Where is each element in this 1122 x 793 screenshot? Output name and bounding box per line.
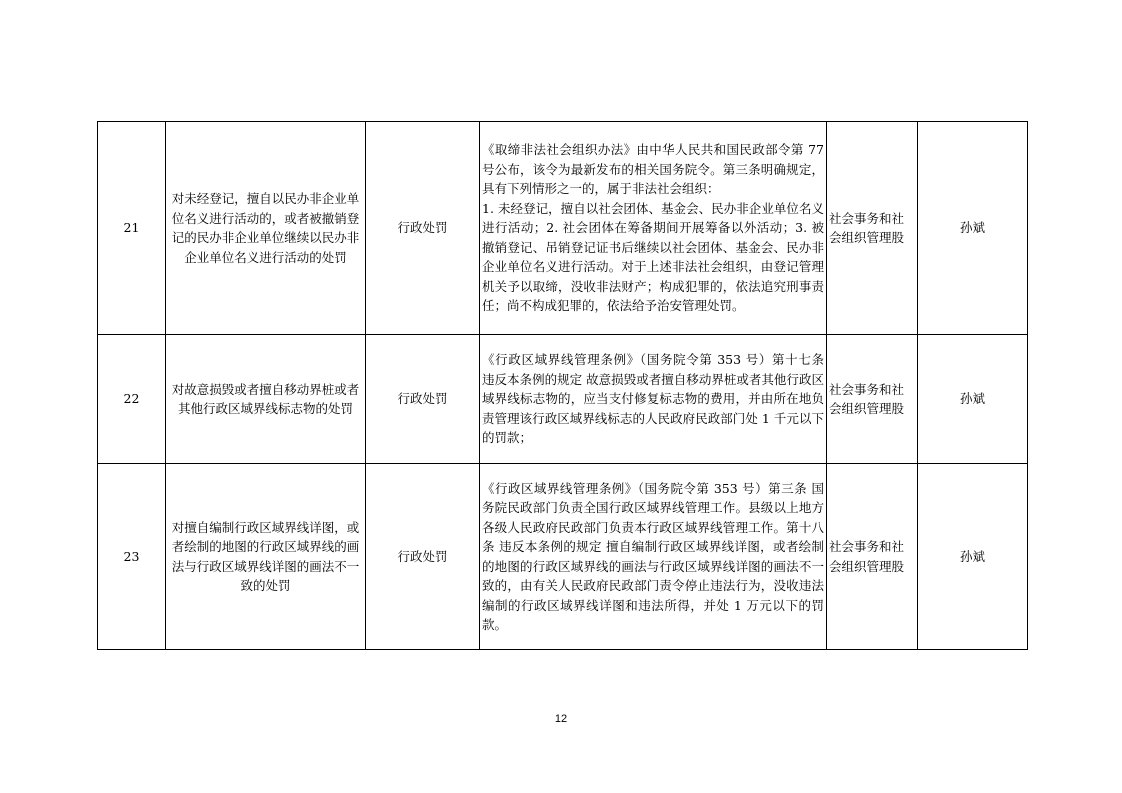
legal-basis-text: 《行政区域界线管理条例》（国务院令第 353 号）第十七条 违反本条例的规定 故意损毁或者擅自移动界桩或者其他行政区域界线标志物的，应当支付修复标志物的费用，并由所在地负责管理该行政区域界线标志的人民政府民政部门处 1 千元以下的罚款； [482, 352, 824, 446]
legal-basis [480, 335, 827, 464]
responsible-department: 社会事务和社会组织管理股 [827, 335, 918, 464]
legal-basis-text: 《行政区域界线管理条例》（国务院令第 353 号）第三条 国务院民政部门负责全国行政区域界线管理工作。县级以上地方各级人民政府民政部门负责本行政区域界线管理工作。第十八条 违反本条例的规定 擅自编制行政区域界线详图，或者绘制的地图的行政区域界线的画法与行政区域界线详图的画法不一致的，由有关人民政府民政部门责令停止违法行为，没收违法编制的行政区域界线详图和违法所得，并处 1 万元以下的罚款。 [482, 480, 824, 632]
responsible-person: 孙斌 [918, 335, 1028, 464]
item-name: 对擅自编制行政区域界线详图，或者绘制的地图的行政区域界线的画法与行政区域界线详图的画法不一致的处罚 [166, 464, 366, 650]
responsible-department: 社会事务和社会组织管理股 [827, 122, 918, 335]
regulation-table [97, 121, 1028, 650]
responsible-person: 孙斌 [918, 122, 1028, 335]
table-row [98, 335, 1028, 464]
item-type: 行政处罚 [366, 464, 480, 650]
row-number: 23 [98, 464, 166, 650]
legal-basis [480, 464, 827, 650]
legal-basis-text: 《取缔非法社会组织办法》由中华人民共和国民政部令第 77 号公布，该令为最新发布的相关国务院令。第三条明确规定，具有下列情形之一的，属于非法社会组织： 1. 未经登记，擅自以社会团体、基金会、民办非企业单位名义进行活动；2. 社会团体在筹备期间开展筹备以外活动；3. 被撤销登记、吊销登记证书后继续以社会团体、基金会、民办非企业单位名义进行活动。对于上述非法社会组织，由登记管理机关予以取缔，没收非法财产；构成犯罪的，依法追究刑事责任；尚不构成犯罪的，依法给予治安管理处罚。 [482, 142, 824, 314]
page-number: 12 [554, 713, 568, 725]
table-row [98, 122, 1028, 335]
table-row [98, 464, 1028, 650]
row-number: 22 [98, 335, 166, 464]
legal-basis [480, 122, 827, 335]
responsible-department: 社会事务和社会组织管理股 [827, 464, 918, 650]
item-name: 对未经登记，擅自以民办非企业单位名义进行活动的，或者被撤销登记的民办非企业单位继续以民办非企业单位名义进行活动的处罚 [166, 122, 366, 335]
item-type: 行政处罚 [366, 122, 480, 335]
row-number: 21 [98, 122, 166, 335]
responsible-person: 孙斌 [918, 464, 1028, 650]
item-name: 对故意损毁或者擅自移动界桩或者其他行政区域界线标志物的处罚 [166, 335, 366, 464]
item-type: 行政处罚 [366, 335, 480, 464]
